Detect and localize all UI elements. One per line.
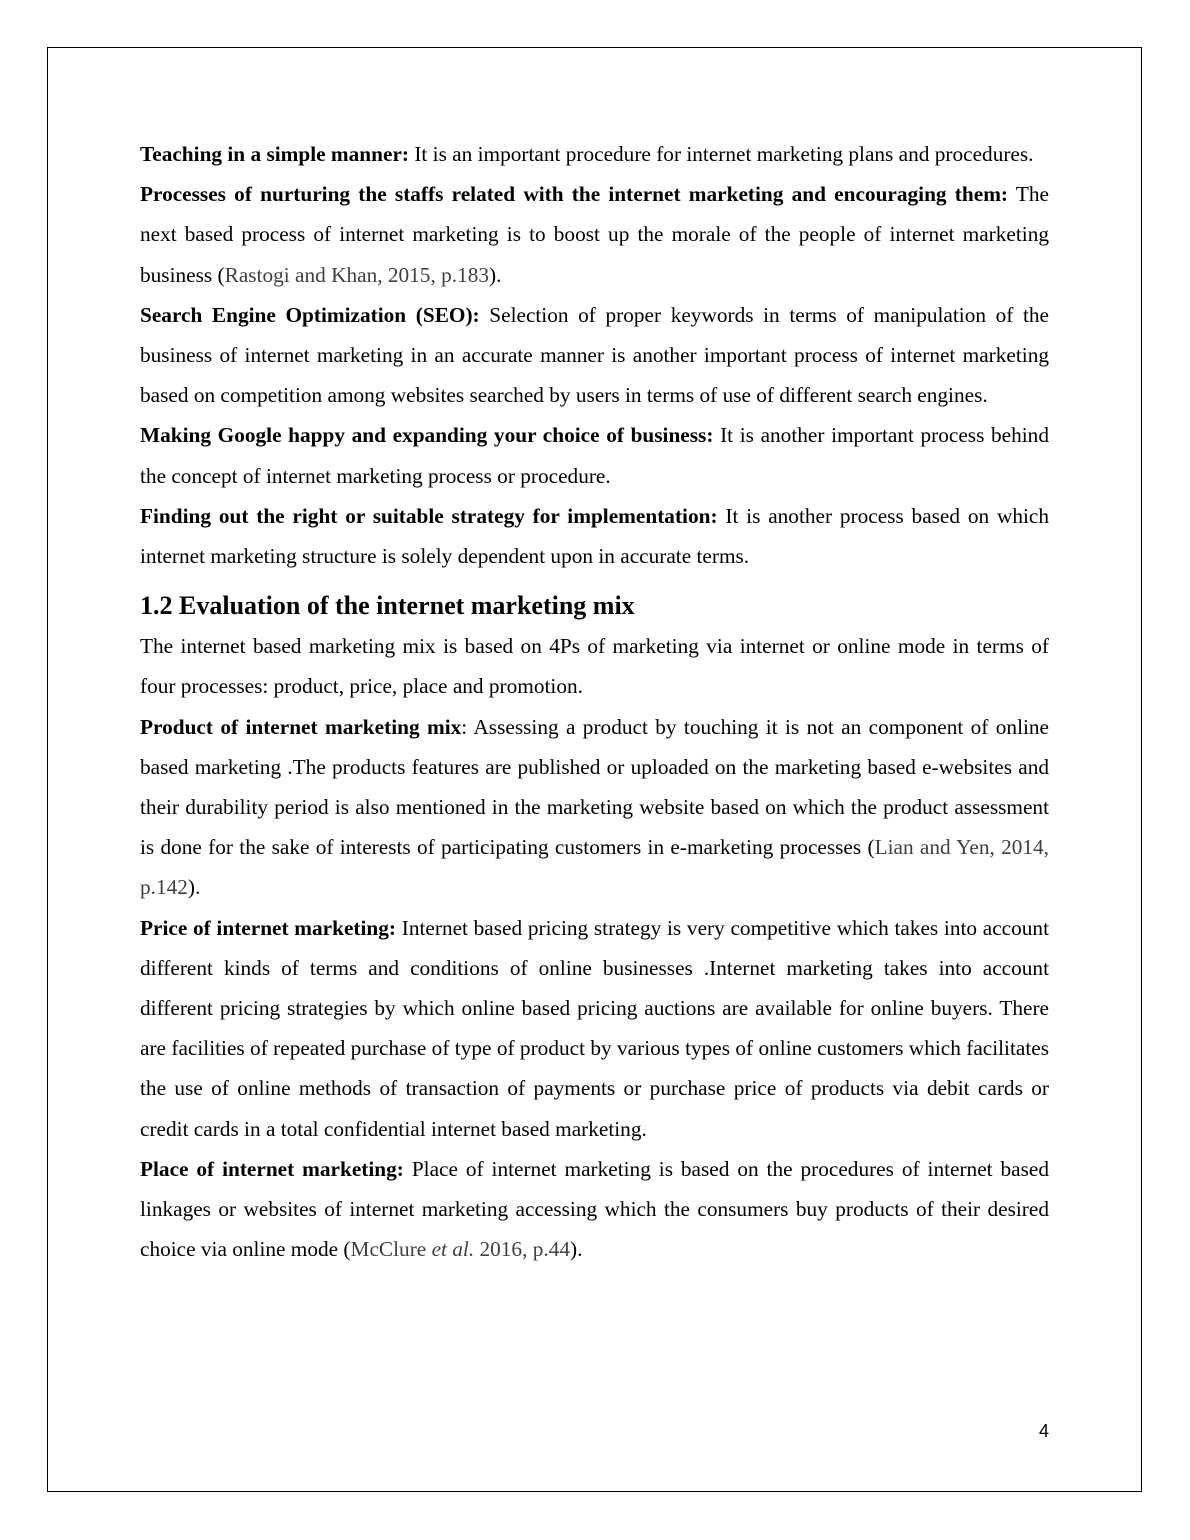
citation-detail: 2016, p.44	[474, 1237, 570, 1262]
term-strategy: Finding out the right or suitable strategy for implementation:	[140, 503, 718, 528]
paragraph-mix-intro: The internet based marketing mix is based on 4Ps of marketing via internet or online mode in terms of four processes: product, price, place and promotion.	[140, 634, 1049, 699]
paragraph-text: Place of internet marketing is based on the procedures of internet based linkages or websites of internet marketing accessing which the consumers buy products of their desired choice via online mode (	[140, 1156, 1049, 1262]
paragraph-google	[140, 415, 1049, 495]
term-nurturing: Processes of nurturing the staffs related with the internet marketing and encouraging them:	[140, 182, 1009, 207]
paragraph-text: : Assessing a product by touching it is not an component of online based marketing .The products features are published or uploaded on the marketing based e-websites and their durability period is also mentioned in the marketing website based on which the product assessment is done for the sake of interests of participating customers in e-marketing processes (	[140, 714, 1050, 860]
paragraph-nurturing	[140, 174, 1049, 295]
paragraph-text: It is another process based on which internet marketing structure is solely dependent upon in accurate terms.	[140, 503, 1050, 569]
term-place: Place of internet marketing:	[140, 1156, 404, 1181]
citation: Lian and Yen, 2014, p.142	[140, 835, 1049, 900]
paragraph-text: It is an important procedure for internet marketing plans and procedures.	[409, 142, 1034, 166]
citation-close: ).	[489, 262, 502, 287]
paragraph-text: Selection of proper keywords in terms of manipulation of the business of internet marketing in an accurate manner is another important process of internet marketing based on competition among websites searched by users in terms of use of different search engines.	[140, 302, 1049, 408]
term-google: Making Google happy and expanding your choice of business:	[140, 423, 714, 448]
term-price: Price of internet marketing:	[140, 915, 397, 940]
paragraph-teaching	[140, 134, 1049, 174]
section-heading: 1.2 Evaluation of the internet marketing mix	[140, 591, 635, 621]
citation-close: ).	[187, 875, 201, 900]
paragraph-text: It is another important process behind the concept of internet marketing process or procedure.	[140, 423, 1049, 488]
paragraph-text: The next based process of internet marketing is to boost up the morale of the people of internet marketing business (	[140, 182, 1049, 287]
citation-close: ).	[570, 1237, 583, 1262]
document-body	[140, 134, 1049, 1269]
paragraph-price	[140, 908, 1049, 1149]
page-number: 4	[1038, 1421, 1049, 1441]
term-product: Product of internet marketing mix	[140, 714, 462, 739]
paragraph-place	[140, 1149, 1049, 1270]
citation: Rastogi and Khan, 2015, p.183	[224, 262, 490, 287]
citation-author: McClure	[350, 1237, 432, 1262]
citation-et-al: et al.	[431, 1237, 475, 1262]
paragraph-strategy	[140, 496, 1049, 576]
paragraph-text: Internet based pricing strategy is very competitive which takes into account different kinds of terms and conditions of online businesses .Internet marketing takes into account different pricing strategies by which online based pricing auctions are available for online buyers. There are facilities of repeated purchase of type of product by various types of online customers which facilitates the use of online methods of transaction of payments or purchase price of products via debit cards or credit cards in a total confidential internet based marketing.	[140, 915, 1049, 1141]
paragraph-product	[140, 707, 1049, 908]
term-teaching: Teaching in a simple manner:	[140, 142, 409, 166]
paragraph-seo	[140, 295, 1049, 416]
term-seo: Search Engine Optimization (SEO):	[140, 302, 480, 327]
